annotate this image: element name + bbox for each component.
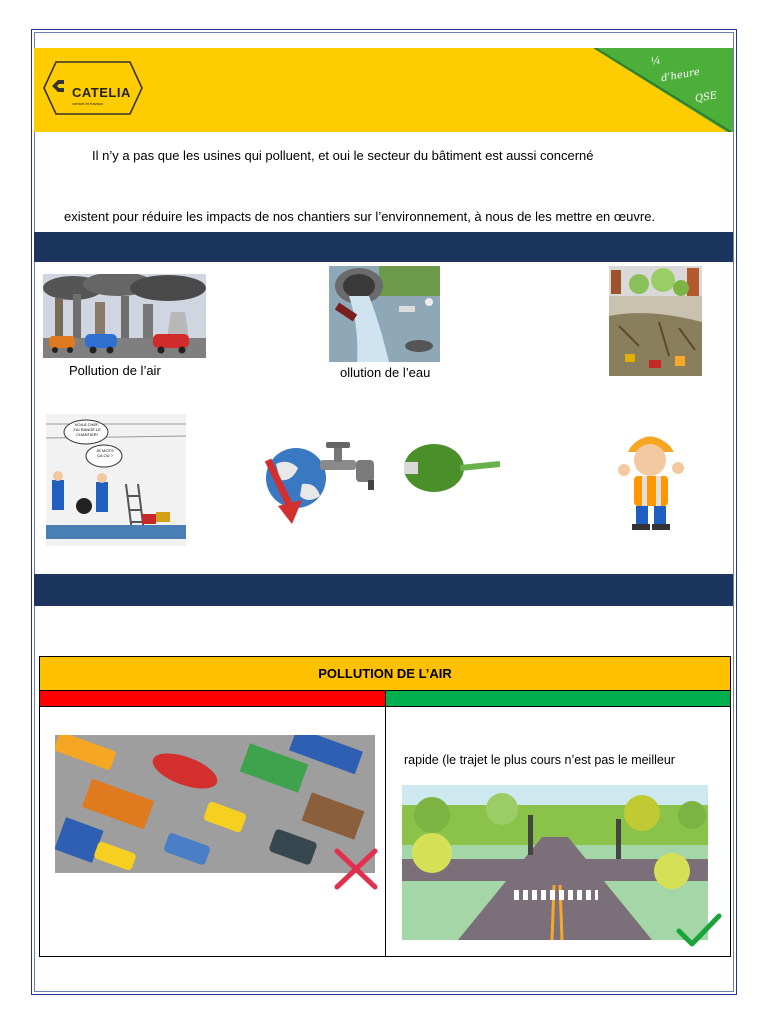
intro-line-2: existent pour réduire les impacts de nos chantiers sur l’environnement, à nous de les mettre en œuvre. xyxy=(64,209,656,224)
header-band xyxy=(34,48,733,132)
good-practice-bar xyxy=(385,691,730,707)
section-band-2 xyxy=(34,574,733,606)
comic-bubble-2: JE MOTS ÇA OÙ ? xyxy=(96,448,114,458)
checkmark-icon xyxy=(676,913,722,949)
ribbon-line1: ¼ xyxy=(650,55,662,68)
angry-worker-image xyxy=(618,428,686,532)
water-pollution-image xyxy=(329,266,440,362)
logo-tagline: conseil et travaux xyxy=(72,101,104,106)
water-pollution-caption: ollution de l’eau xyxy=(340,365,431,380)
logo-text: CATELIA xyxy=(72,85,131,100)
bad-practice-bar xyxy=(40,691,385,707)
intro-line-1: Il n’y a pas que les usines qui polluent, et oui le secteur du bâtiment est aussi concerné xyxy=(92,148,594,163)
good-practice-text: rapide (le trajet le plus cours n’est pas le meilleur xyxy=(404,753,675,767)
cross-icon xyxy=(333,847,379,891)
air-pollution-image xyxy=(43,274,206,358)
worksite-comic-image xyxy=(46,414,186,546)
soil-pollution-image xyxy=(609,266,702,376)
air-pollution-caption: Pollution de l’air xyxy=(69,363,161,378)
comic-bubble-1: VOILÀ CHEF, J'AI RANGÉ LE CHANTIER! xyxy=(73,422,101,437)
table-title: POLLUTION DE L’AIR xyxy=(40,657,730,691)
ribbon-line2: d’heure xyxy=(660,66,701,85)
traffic-jam-image xyxy=(55,735,375,873)
section-band-1 xyxy=(34,232,733,262)
eco-resources-image xyxy=(264,434,500,526)
catelia-logo xyxy=(42,60,144,116)
air-pollution-table xyxy=(39,656,731,957)
ribbon-line3: QSE xyxy=(694,90,719,105)
quarter-hour-qse-ribbon xyxy=(593,48,733,132)
road-crossing-image xyxy=(402,785,708,940)
column-divider xyxy=(385,707,386,956)
